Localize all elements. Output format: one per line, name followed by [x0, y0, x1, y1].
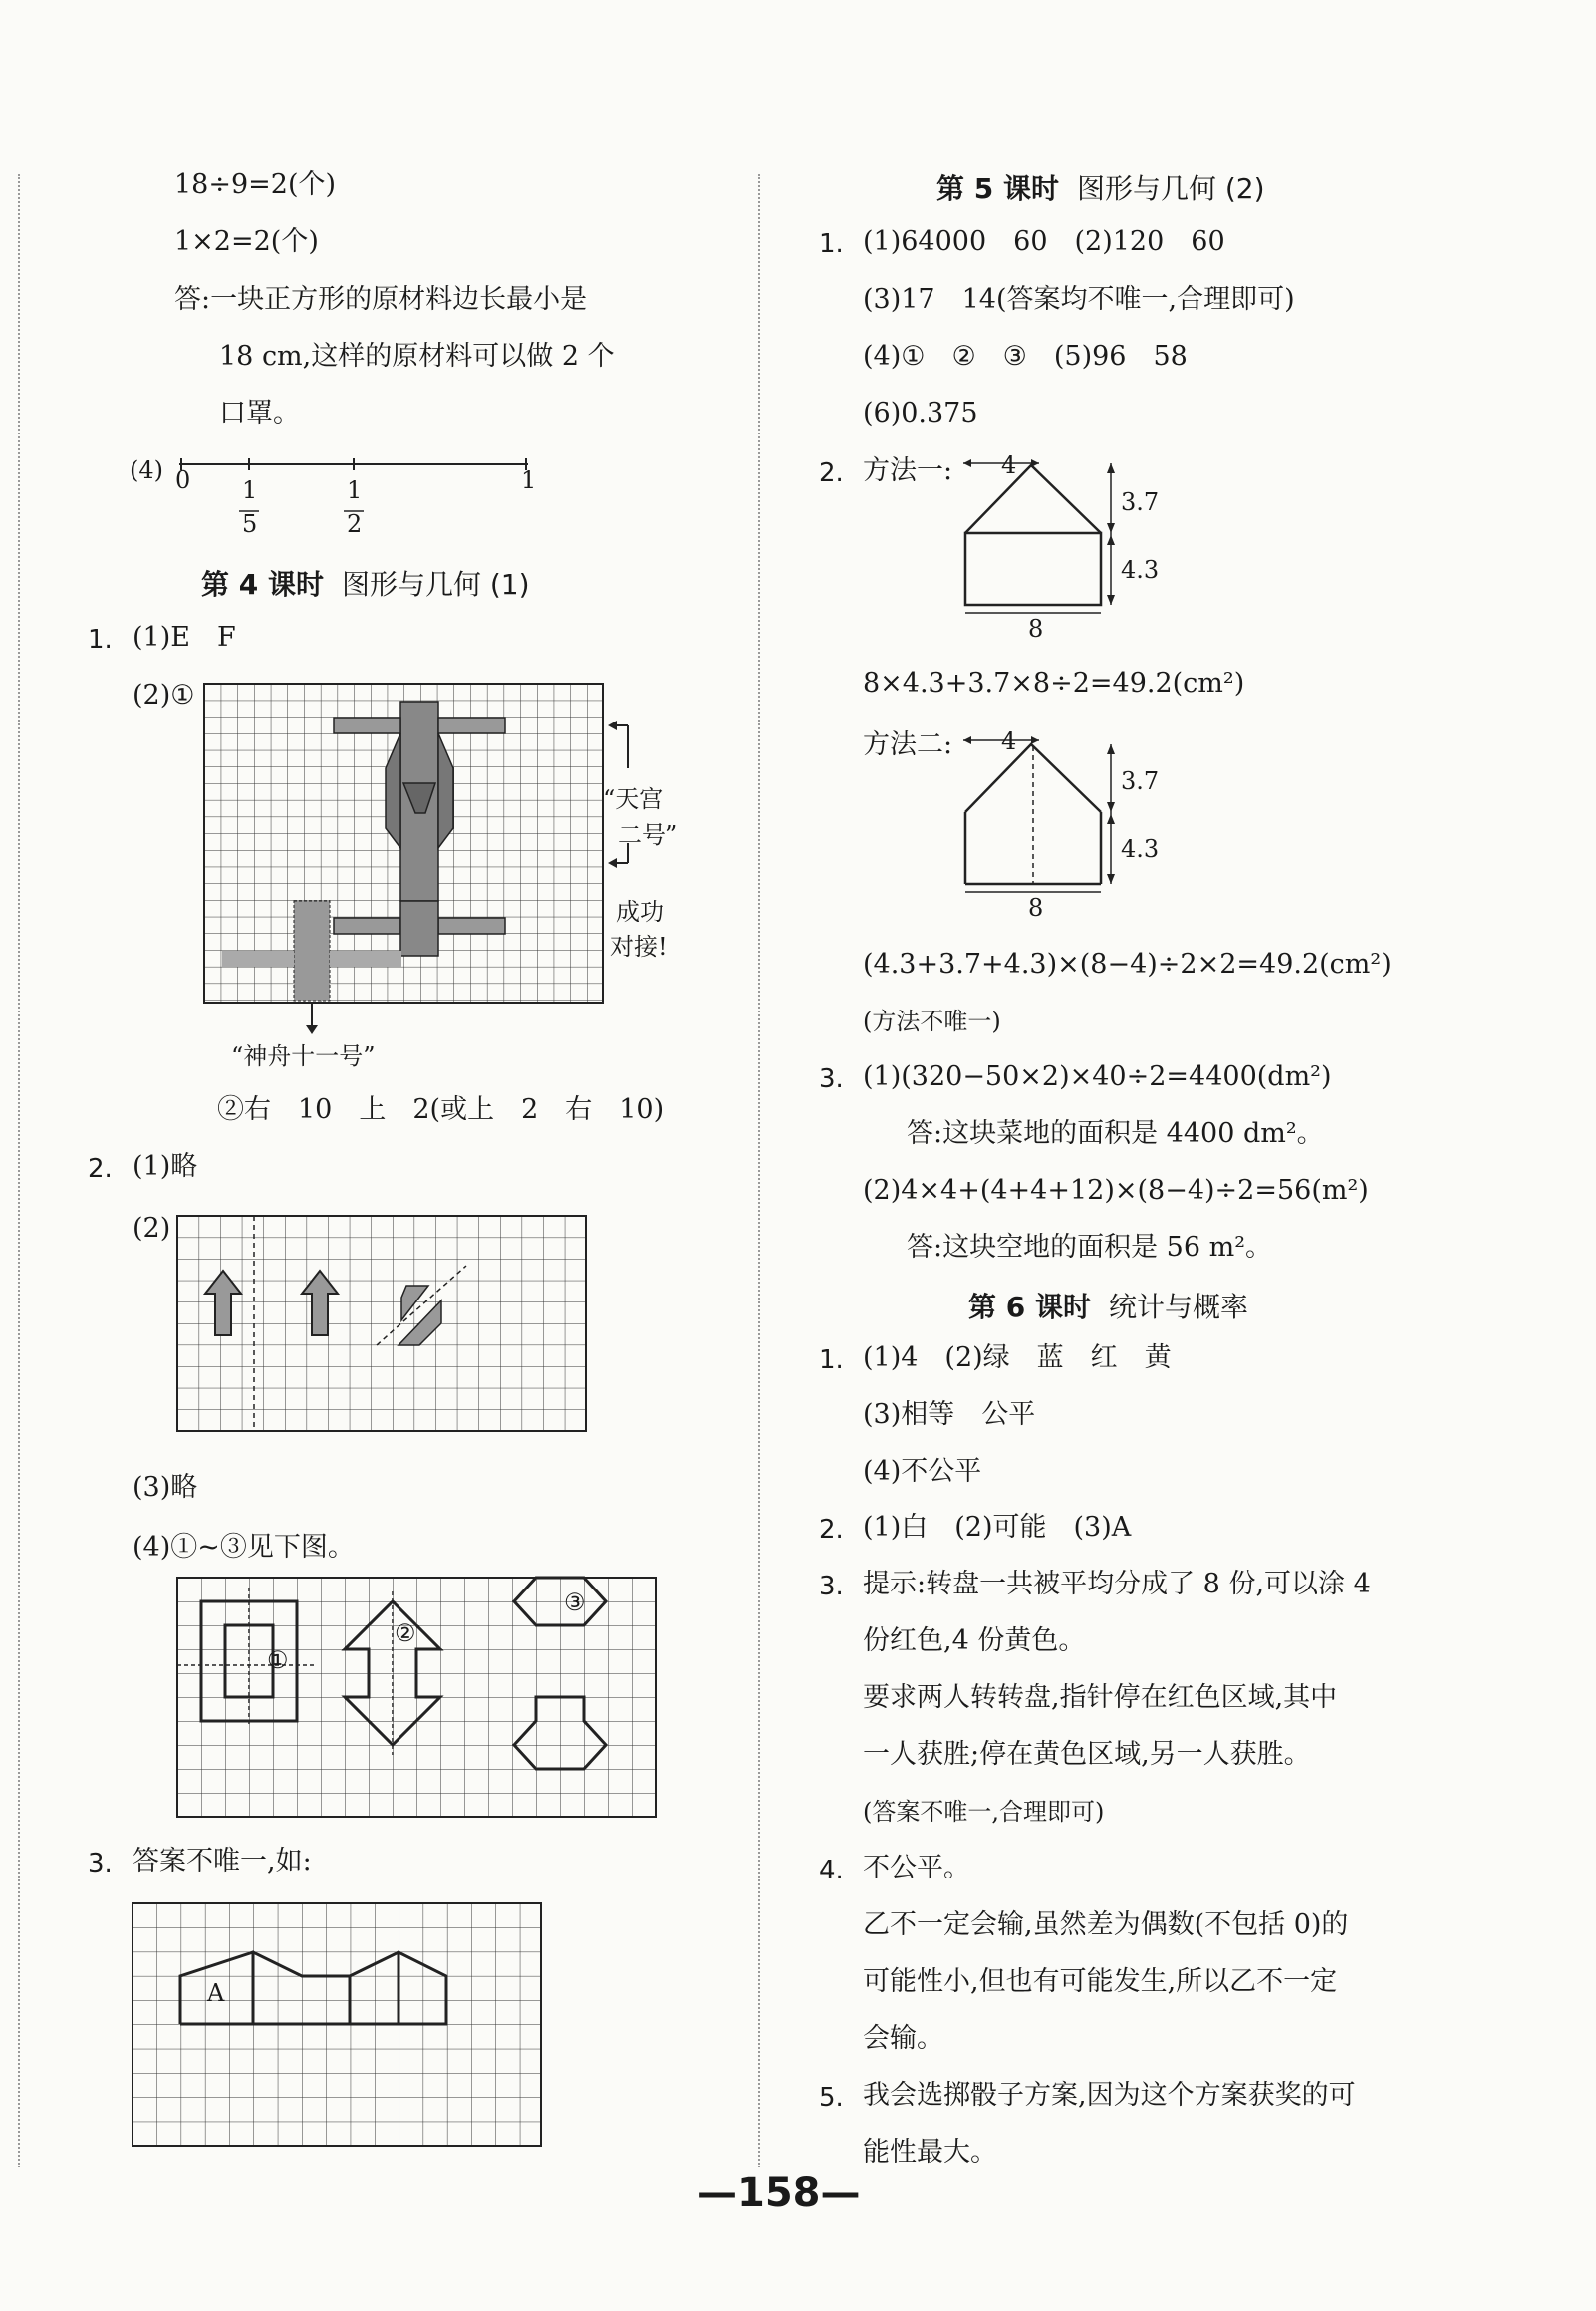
method-2-formula: (4.3+3.7+4.3)×(8−4)÷2×2=49.2(cm²) — [863, 949, 1392, 980]
right-q1-c: (4)① ② ③ (5)96 58 — [863, 341, 1188, 372]
column-divider — [758, 174, 760, 2167]
p1-a: (1)4 (2)绿 蓝 红 黄 — [863, 1342, 1172, 1373]
shapes-grid — [177, 1578, 661, 1822]
p3-c: 要求两人转转盘,指针停在红色区域,其中 — [863, 1682, 1338, 1713]
p1-c: (4)不公平 — [863, 1456, 982, 1487]
section-5-title: 第 5 课时 图形与几何 (2) — [936, 172, 1265, 205]
shape-mark-1: ① — [267, 1646, 289, 1674]
section-4-title: 第 4 课时 图形与几何 (1) — [201, 568, 530, 601]
numberline-one: 1 — [521, 466, 537, 494]
left-q1-c: ②右 10 上 2(或上 2 右 10) — [217, 1094, 665, 1125]
p4-d: 会输。 — [863, 2023, 943, 2054]
right-q1-a: (1)64000 60 (2)120 60 — [863, 226, 1225, 257]
q4-label: (4) — [130, 456, 163, 484]
left-line-2: 1×2=2(个) — [174, 226, 319, 257]
p3-a: 提示:转盘一共被平均分成了 8 份,可以涂 4 — [863, 1569, 1371, 1599]
fraction-1-2-den: 2 — [347, 510, 363, 538]
left-q2-number: 2. — [88, 1154, 113, 1184]
method-1-top-label: 4 — [1001, 451, 1017, 479]
method-2-note: (方法不唯一) — [863, 1008, 1001, 1035]
p5-b: 能性最大。 — [863, 2137, 997, 2167]
left-q2-c: (3)略 — [133, 1472, 198, 1503]
method-2-label: 方法二: — [863, 729, 953, 760]
house-grid — [133, 1903, 541, 2153]
numberline-zero: 0 — [175, 466, 191, 494]
right-q2-number: 2. — [819, 458, 844, 488]
section-6-title: 第 6 课时 统计与概率 — [968, 1291, 1248, 1323]
left-line-3: 答:一块正方形的原材料边长最小是 — [174, 284, 588, 315]
method-1-bottom-label: 8 — [1028, 615, 1044, 643]
fraction-1-2-num: 1 — [347, 476, 363, 504]
left-q2-b: (2) — [133, 1213, 171, 1244]
right-q3-d: 答:这块空地的面积是 56 m²。 — [907, 1232, 1273, 1263]
p4-number: 4. — [819, 1856, 844, 1885]
method-2-bottom-label: 8 — [1028, 894, 1044, 922]
left-line-4: 18 cm,这样的原材料可以做 2 个 — [219, 341, 615, 372]
p4-a: 不公平。 — [863, 1853, 970, 1883]
left-q1-number: 1. — [88, 625, 113, 655]
method-1-h2-label: 4.3 — [1121, 556, 1160, 584]
p5-a: 我会选掷骰子方案,因为这个方案获奖的可 — [863, 2080, 1356, 2111]
p3-e: (答案不唯一,合理即可) — [863, 1798, 1105, 1826]
p3-number: 3. — [819, 1572, 844, 1601]
method-1-formula: 8×4.3+3.7×8÷2=49.2(cm²) — [863, 668, 1245, 699]
left-q1-b: (2)① — [133, 680, 195, 711]
left-q2-d: (4)①~③见下图。 — [133, 1532, 355, 1563]
shape-mark-3: ③ — [564, 1589, 586, 1616]
spacecraft-grid — [204, 684, 603, 1008]
right-q3-b: 答:这块菜地的面积是 4400 dm²。 — [907, 1118, 1324, 1149]
method-2-figure — [951, 732, 1151, 907]
left-q1-a: (1)E F — [133, 622, 236, 653]
right-q3-c: (2)4×4+(4+4+12)×(8−4)÷2=56(m²) — [863, 1175, 1369, 1206]
p5-number: 5. — [819, 2083, 844, 2113]
p4-c: 可能性小,但也有可能发生,所以乙不一定 — [863, 1966, 1338, 1997]
right-q1-d: (6)0.375 — [863, 398, 978, 429]
shape-mark-2: ② — [395, 1619, 416, 1647]
p4-b: 乙不一定会输,虽然差为偶数(不包括 0)的 — [863, 1909, 1349, 1940]
method-1-label: 方法一: — [863, 455, 953, 486]
right-q3-a: (1)(320−50×2)×40÷2=4400(dm²) — [863, 1061, 1332, 1092]
right-q3-number: 3. — [819, 1064, 844, 1094]
left-q3-a: 答案不唯一,如: — [133, 1846, 312, 1877]
arrow-grid — [177, 1216, 586, 1435]
left-line-5: 口罩。 — [219, 398, 300, 429]
fraction-1-5-num: 1 — [242, 476, 258, 504]
p3-d: 一人获胜;停在黄色区域,另一人获胜。 — [863, 1739, 1311, 1770]
method-1-figure — [951, 453, 1151, 628]
shenzhou-label: “神舟十一号” — [231, 1042, 376, 1070]
left-line-1: 18÷9=2(个) — [174, 169, 337, 200]
tiangong-label-1: “天宫 — [603, 785, 664, 813]
p2-a: (1)白 (2)可能 (3)A — [863, 1512, 1132, 1543]
right-q1-number: 1. — [819, 229, 844, 259]
page-number: —158— — [697, 2170, 861, 2216]
p1-number: 1. — [819, 1345, 844, 1375]
right-q1-b: (3)17 14(答案均不唯一,合理即可) — [863, 284, 1295, 315]
p1-b: (3)相等 公平 — [863, 1399, 1036, 1430]
p2-number: 2. — [819, 1515, 844, 1545]
fraction-1-5-den: 5 — [242, 510, 258, 538]
left-q3-number: 3. — [88, 1849, 113, 1878]
dock-label-2: 对接! — [610, 933, 667, 961]
dock-label-1: 成功 — [616, 898, 664, 926]
tiangong-label-2: 二号” — [618, 821, 678, 849]
left-q2-a: (1)略 — [133, 1151, 198, 1182]
house-mark-a: A — [207, 1979, 225, 2007]
p3-b: 份红色,4 份黄色。 — [863, 1625, 1086, 1656]
left-margin-line — [18, 174, 20, 2167]
method-2-top-label: 4 — [1001, 727, 1017, 755]
method-2-h2-label: 4.3 — [1121, 835, 1160, 863]
method-1-h1-label: 3.7 — [1121, 488, 1160, 516]
method-2-h1-label: 3.7 — [1121, 767, 1160, 795]
